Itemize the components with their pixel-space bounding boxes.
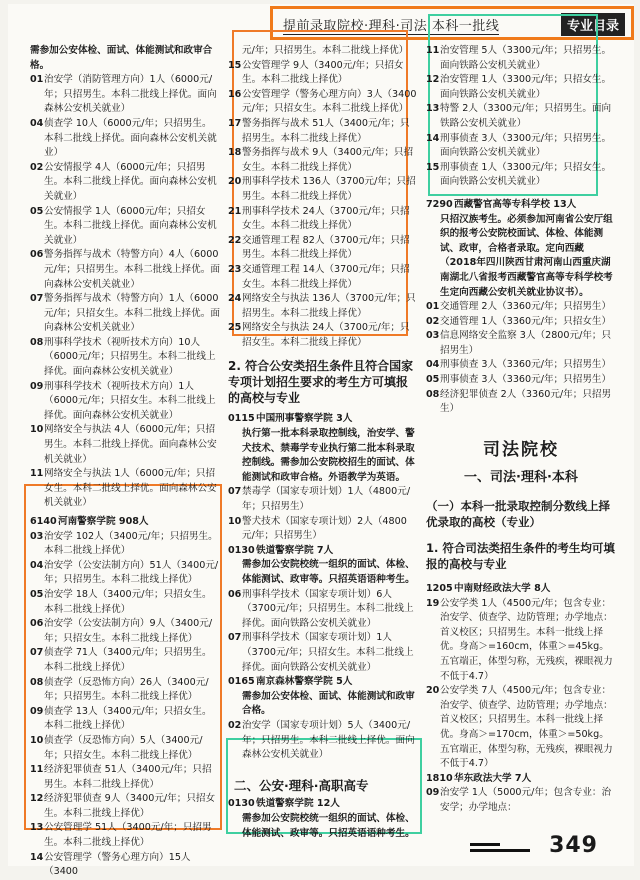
item-text: 警务指挥与战术 9人（3400元/年；只招女生。本科二批线上择优） <box>242 147 414 173</box>
school-code: 1810 <box>426 772 453 784</box>
item-text: 刑事科学技术（视听技术方向）1人（6000元/年；只招女生。本科二批线上择优。面向森林公安机关就业） <box>44 380 216 421</box>
item-code: 20 <box>228 176 242 188</box>
item-text: 刑事科学技术（国家专项计划）6人（3700元/年；只招男生。本科二批线上择优。面向铁路公安机关就业） <box>242 588 414 629</box>
section-title-sifa: 司法院校 <box>483 439 559 460</box>
item-text: 交通管理 1人（3360元/年；只招女生） <box>440 315 612 327</box>
school-heading <box>30 515 220 530</box>
list-item <box>30 336 220 380</box>
item-code: 07 <box>228 486 242 498</box>
item-code: 09 <box>30 705 44 717</box>
list-item <box>30 73 220 117</box>
school-note: 需参加公安体检、面试、体能测试和政审合格。 <box>242 690 415 717</box>
item-code: 07 <box>228 632 242 644</box>
item-code: 05 <box>30 588 44 600</box>
list-item <box>30 292 220 336</box>
list-item <box>228 515 418 544</box>
school-heading <box>228 797 418 812</box>
item-text: 刑事侦查 3人（3300元/年；只招男生。面向铁路公安机关就业） <box>440 132 612 159</box>
item-code: 04 <box>30 559 44 571</box>
list-item <box>30 248 220 292</box>
item-code: 15 <box>228 59 242 71</box>
item-text: 公安管理学 51人（3400元/年；只招男生。本科二批线上择优） <box>44 822 212 849</box>
item-code: 20 <box>426 685 440 697</box>
item-text: 治安管理 1人（3300元/年；只招女生。面向铁路公安机关就业） <box>440 74 612 100</box>
item-text: 信息网络安全监察 3人（2800元/年；只招男生） <box>440 330 612 356</box>
list-item <box>30 205 220 249</box>
footer-decoration <box>470 843 500 846</box>
item-text: 警务指挥与战术（特警方向）4人（6000元/年；只招男生。本科二批线上择优。面向森林公安机关就业） <box>44 249 220 290</box>
item-code: 05 <box>30 205 44 217</box>
item-code: 03 <box>426 330 440 342</box>
item-text: 警犬技术（国家专项计划）2人（4800元/年；只招男生） <box>242 515 407 542</box>
list-item <box>426 300 616 315</box>
item-text: 侦查学（反恐怖方向）5人（3400元/年；只招女生。本科二批线上择优） <box>44 734 203 761</box>
list-item <box>426 132 616 161</box>
item-text: 禁毒学（国家专项计划）1人（4800元/年；只招男生） <box>242 486 411 513</box>
item-text: 刑事科学技术 24人（3700元/年；只招女生。本科二批线上择优） <box>242 205 410 232</box>
item-text: 刑事侦查 3人（3360元/年；只招男生） <box>440 374 612 386</box>
section-subtitle: 一、司法·理科·本科 <box>464 470 578 486</box>
list-item <box>426 329 616 358</box>
list-item <box>30 851 220 880</box>
list-item <box>426 786 616 815</box>
list-item <box>30 821 220 850</box>
item-code: 13 <box>426 103 440 115</box>
item-text: 交通管理工程 82人（3700元/年；只招男生。本科二批线上择优） <box>242 234 410 261</box>
item-code: 09 <box>426 787 440 799</box>
item-code: 06 <box>228 588 242 600</box>
list-zhongnan <box>426 597 616 772</box>
list-school <box>228 719 418 763</box>
list-item <box>30 559 220 588</box>
school-heading <box>426 772 616 787</box>
item-code: 07 <box>30 293 44 305</box>
list-item <box>228 175 418 204</box>
item-text: 经济犯罪侦查 9人（3400元/年；只招女生。本科二批线上择优） <box>44 793 216 819</box>
item-text: 网络安全与执法 24人（3700元/年；只招女生。本科二批线上择优） <box>242 322 410 348</box>
column-3 <box>426 44 616 816</box>
item-text: 治安学（公安法制方向）51人（3400元/年；只招男生。本科二批线上择优） <box>44 559 219 586</box>
school-name: 中国刑事警察学院 3人 <box>256 413 353 425</box>
school-note: 执行第一批本科录取控制线，治安学、警犬技术、禁毒学专业执行第二批本科录取控制线。需参加公安院校招生的面试、体能测试和政审合格。外语教学为英语。 <box>242 428 415 483</box>
school-heading <box>426 198 616 213</box>
school-name: 南京森林警察学院 5人 <box>256 676 353 688</box>
list-item <box>30 467 220 511</box>
item-text: 网络安全与执法 136人（3700元/年；只招男生。本科二批线上择优） <box>242 293 416 319</box>
item-code: 10 <box>30 424 44 436</box>
item-code: 22 <box>228 234 242 246</box>
item-text: 治安学（公安法制方向）9人（3400元/年；只招女生。本科二批线上择优） <box>44 618 213 644</box>
list-item <box>228 485 418 514</box>
list-item <box>30 676 220 705</box>
list-item <box>426 73 616 102</box>
school-note: 需参加公安院校统一组织的面试、体检、体能测试、政审等。只招英语语种考生。 <box>242 812 415 839</box>
list-item <box>426 358 616 373</box>
item-code: 23 <box>228 263 242 275</box>
school-heading <box>228 675 418 690</box>
item-text: 公安情报学 1人（6000元/年；只招女生。本科二批线上择优。面向森林公安机关就业） <box>44 205 217 246</box>
list-item <box>30 530 220 559</box>
school-name: 西藏警官高等专科学校 13人 <box>454 198 577 210</box>
list-item <box>228 588 418 632</box>
school-name: 铁道警察学院 12人 <box>256 798 340 810</box>
list-item <box>30 763 220 792</box>
school-heading <box>228 412 418 427</box>
list-tiedao-cont <box>426 44 616 190</box>
list-item <box>30 588 220 617</box>
page-number: 349 <box>549 833 598 858</box>
item-code: 18 <box>228 147 242 159</box>
item-text: 特警 2人（3300元/年；只招男生。面向铁路公安机关就业） <box>440 103 612 129</box>
list-item <box>426 373 616 388</box>
box-lead-text: 元/年；只招男生。本科二批线上择优） <box>242 45 409 56</box>
item-text: 网络安全与执法 4人（6000元/年；只招男生。本科二批线上择优。面向森林公安机关就业） <box>44 424 217 465</box>
school-name: 中南财经政法大学 8人 <box>454 583 551 595</box>
item-code: 07 <box>30 647 44 659</box>
item-code: 03 <box>30 530 44 542</box>
list-top <box>30 73 220 511</box>
header-badge: 专业目录 <box>561 13 625 36</box>
list-school <box>228 485 418 543</box>
school-code: 6140 <box>30 516 57 527</box>
item-code: 14 <box>426 132 440 144</box>
item-code: 04 <box>30 117 44 129</box>
list-item <box>426 388 616 417</box>
list-item <box>30 617 220 646</box>
school-code: 0115 <box>228 413 255 425</box>
list-item <box>426 684 616 772</box>
school-name: 铁道警察学院 7人 <box>256 544 334 556</box>
item-text: 侦查学 71人（3400元/年；只招男生。本科二批线上择优） <box>44 647 212 673</box>
list-huadong <box>426 786 616 815</box>
list-item <box>228 292 418 321</box>
list-item <box>30 734 220 763</box>
section-subheading: （一）本科一批录取控制分数线上择优录取的高校（专业） <box>426 499 610 530</box>
item-text: 经济犯罪侦查 2人（3360元/年；只招男生） <box>440 388 612 415</box>
item-text: 治安学（消防管理方向）1人（6000元/年；只招男生。本科二批线上择优。面向森林公安机关就业） <box>44 74 217 115</box>
gaozhi-heading: 二、公安·理科·高职高专 <box>234 777 369 793</box>
school-code: 0165 <box>228 676 255 688</box>
item-code: 21 <box>228 205 242 217</box>
item-code: 04 <box>426 359 440 371</box>
item-text: 交通管理 2人（3360元/年；只招男生） <box>440 301 612 313</box>
list-item <box>30 161 220 205</box>
list-item <box>30 117 220 161</box>
item-code: 10 <box>228 515 242 527</box>
item-code: 06 <box>30 618 44 630</box>
item-text: 治安学 18人（3400元/年；只招女生。本科二批线上择优） <box>44 588 212 615</box>
list-item <box>228 321 418 350</box>
list-item <box>426 161 616 190</box>
list-xizang <box>426 300 616 417</box>
item-text: 公安学类 1人（4500元/年；包含专业：治安学、侦查学、边防管理；办学地点：首义校区；只招男生。本科一批线上择优。身高＞=160cm，体重＞=45kg。五官端正，体型匀称，无残疾，裸眼视力不低于4.7） <box>440 597 613 682</box>
item-code: 02 <box>30 161 44 173</box>
item-code: 11 <box>30 764 44 776</box>
school-code: 7290 <box>426 198 453 210</box>
item-text: 公安管理学（警务心理方向）15人（3400 <box>44 851 191 878</box>
item-text: 刑事科学技术（国家专项计划）1人（3700元/年；只招女生。本科二批线上择优。面向铁路公安机关就业） <box>242 632 414 673</box>
item-text: 治安学 102人（3400元/年；只招男生。本科二批线上择优） <box>44 530 218 557</box>
condition-heading: 1. 符合司法类招生条件的考生均可填报的高校与专业 <box>426 541 615 572</box>
item-text: 公安情报学 4人（6000元/年；只招男生。本科二批线上择优。面向森林公安机关就业） <box>44 161 217 202</box>
item-text: 治安管理 5人（3300元/年；只招男生。面向铁路公安机关就业） <box>440 45 612 71</box>
list-item <box>228 263 418 292</box>
item-text: 侦查学 13人（3400元/年；只招女生。本科二批线上择优） <box>44 705 212 732</box>
item-code: 24 <box>228 293 242 305</box>
list-item <box>30 792 220 821</box>
item-text: 刑事侦查 1人（3300元/年；只招女生。面向铁路公安机关就业） <box>440 161 612 188</box>
item-code: 16 <box>228 88 242 100</box>
item-code: 11 <box>30 468 44 480</box>
school-heading <box>228 544 418 559</box>
item-code: 19 <box>426 597 440 609</box>
item-text: 公安管理学 9人（3400元/年；只招女生。本科二批线上择优） <box>242 59 404 86</box>
list-item <box>426 44 616 73</box>
item-code: 08 <box>30 336 44 348</box>
list-item <box>426 597 616 685</box>
item-code: 25 <box>228 322 242 334</box>
item-code: 01 <box>30 74 44 86</box>
list-item <box>30 423 220 467</box>
list-item <box>228 59 418 88</box>
list-item <box>228 117 418 146</box>
item-code: 14 <box>30 851 44 863</box>
item-code: 01 <box>426 301 440 313</box>
item-code: 13 <box>30 822 44 834</box>
item-text: 交通管理工程 14人（3700元/年；只招女生。本科二批线上择优） <box>242 263 410 290</box>
list-henan-cont <box>228 59 418 351</box>
list-item <box>228 146 418 175</box>
school-note: 只招汉族考生。必须参加河南省公安厅组织的报考公安院校面试、体检、体能测试、政审，合格者录取。定向西藏（2018年四川陕西甘肃河南山西重庆湖南湖北八省报考西藏警官高等专科学校考生定向西藏公安机关就业协议书）。 <box>440 213 613 298</box>
item-code: 12 <box>426 74 440 86</box>
list-item <box>426 102 616 131</box>
list-school <box>228 588 418 676</box>
item-code: 09 <box>30 380 44 392</box>
list-henan <box>30 530 220 880</box>
school-name: 河南警察学院 908人 <box>58 516 149 527</box>
item-code: 02 <box>426 315 440 327</box>
item-text: 警务指挥与战术（特警方向）1人（6000元/年；只招女生。本科二批线上择优。面向森林公安机关就业） <box>44 293 220 334</box>
item-text: 公安学类 7人（4500元/年；包含专业：治安学、侦查学、边防管理；办学地点：首义校区；只招男生。本科一批线上择优。身高＞=170cm，体重＞=50kg。五官端正，体型匀称，无残疾，裸眼视力不低于4.7） <box>440 685 613 770</box>
item-text: 侦查学（反恐怖方向）26人（3400元/年；只招男生。本科二批线上择优） <box>44 676 209 703</box>
item-text: 刑事科学技术 136人（3700元/年；只招男生。本科二批线上择优） <box>242 176 416 202</box>
list-item <box>228 631 418 675</box>
school-code: 0130 <box>228 544 255 556</box>
item-text: 网络安全与执法 1人（6000元/年；只招女生。本科二批线上择优。面向森林公安机关就业） <box>44 468 217 509</box>
item-code: 12 <box>30 793 44 805</box>
item-code: 15 <box>426 161 440 173</box>
school-note: 需参加公安院校统一组织的面试、体检、体能测试、政审等。只招英语语种考生。 <box>242 559 415 585</box>
list-item <box>30 380 220 424</box>
list-item <box>426 315 616 330</box>
item-code: 11 <box>426 45 440 56</box>
school-heading <box>426 582 616 597</box>
header-title: 提前录取院校·理科·司法·本科一批线 <box>283 15 499 35</box>
intro-text: 需参加公安体检、面试、体能测试和政审合格。 <box>30 45 213 71</box>
item-code: 08 <box>426 388 440 400</box>
list-item <box>228 88 418 117</box>
item-text: 公安管理学（警务心理方向）3人（3400元/年；只招女生。本科二批线上择优） <box>242 88 417 115</box>
column-2 <box>228 44 418 841</box>
item-text: 刑事侦查 3人（3360元/年；只招男生） <box>440 359 612 371</box>
item-text: 经济犯罪侦查 51人（3400元/年；只招男生。本科二批线上择优） <box>44 764 212 790</box>
item-text: 警务指挥与战术 51人（3400元/年；只招男生。本科二批线上择优） <box>242 117 410 144</box>
item-code: 17 <box>228 117 242 129</box>
item-text: 侦查学 10人（6000元/年；只招男生。本科二批线上择优。面向森林公安机关就业） <box>44 117 217 159</box>
item-code: 05 <box>426 374 440 386</box>
list-item <box>228 234 418 263</box>
item-code: 02 <box>228 719 242 731</box>
item-text: 治安学（国家专项计划）5人（3400元/年；只招男生。本科二批线上择优。面向森林公安机关就业） <box>242 719 415 761</box>
list-item <box>228 205 418 234</box>
list-item <box>30 646 220 675</box>
school-code: 1205 <box>426 583 453 595</box>
column-1 <box>30 44 220 880</box>
item-text: 治安学 1人（5000元/年；包含专业：治安学；办学地点： <box>440 787 612 813</box>
item-code: 10 <box>30 734 44 746</box>
footer-decoration <box>470 849 530 852</box>
section-2-heading: 2. 符合公安类招生条件且符合国家专项计划招生要求的考生方可填报的高校与专业 <box>228 359 414 406</box>
school-name: 华东政法大学 7人 <box>454 772 532 784</box>
item-code: 06 <box>30 249 44 261</box>
item-text: 刑事科学技术（视听技术方向）10人（6000元/年；只招男生。本科二批线上择优。面向森林公安机关就业） <box>44 336 216 378</box>
list-item <box>30 705 220 734</box>
school-code: 0130 <box>228 798 255 810</box>
list-item <box>228 719 418 763</box>
item-code: 08 <box>30 676 44 688</box>
